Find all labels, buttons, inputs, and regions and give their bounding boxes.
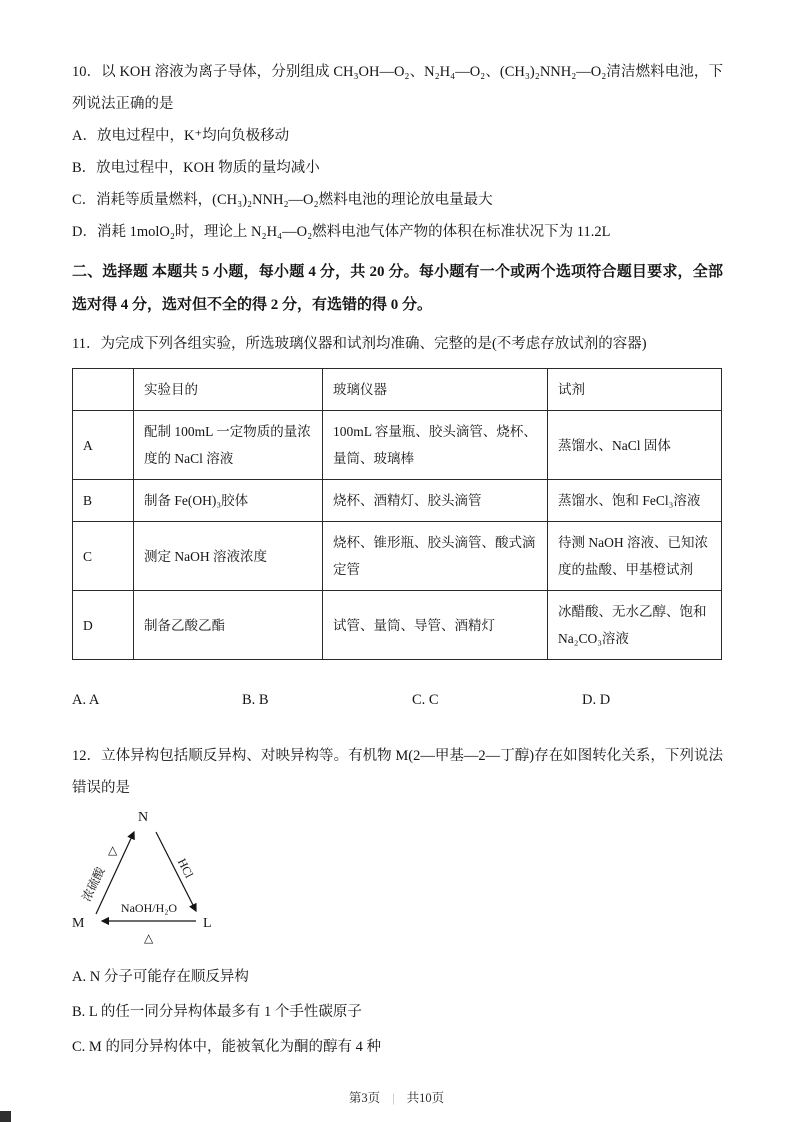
question-10-option-d: D．消耗 1molO₂时，理论上 N₂H₄—O₂燃料电池气体产物的体积在标准状况下为 11.2L: [72, 224, 611, 240]
table-row-d: [73, 591, 722, 660]
table-row-c: [73, 522, 722, 591]
table-header-reagents: 试剂: [548, 369, 722, 411]
table-header-row: [73, 369, 722, 411]
cell-glassware: 100mL 容量瓶、胶头滴管、烧杯、量筒、玻璃棒: [323, 411, 548, 480]
page-footer: [0, 1088, 793, 1106]
question-11-table: [72, 368, 722, 660]
cell-purpose: 制备 Fe(OH)₃胶体: [134, 480, 323, 522]
delta-symbol-left: △: [108, 843, 118, 857]
delta-symbol-bottom: △: [144, 931, 154, 945]
answer-choice-b: B. B: [242, 692, 269, 708]
question-12-option-a: A. N 分子可能存在顺反异构: [72, 969, 249, 985]
question-10-stem: 10．以 KOH 溶液为离子导体，分别组成 CH₃OH—O₂、N₂H₄—O₂、(CH₃)₂NNH₂—O₂清洁燃料电池，下列说法正确的是: [72, 64, 723, 112]
cell-reagents: 蒸馏水、NaCl 固体: [548, 411, 722, 480]
answer-choice-c: C. C: [412, 692, 439, 708]
cell-glassware: 试管、量筒、导管、酒精灯: [323, 591, 548, 660]
cell-purpose: 配制 100mL 一定物质的量浓度的 NaCl 溶液: [134, 411, 323, 480]
question-12-option-b: B. L 的任一同分异构体最多有 1 个手性碳原子: [72, 1004, 362, 1020]
cell-glassware: 烧杯、酒精灯、胶头滴管: [323, 480, 548, 522]
question-12-option-c: C. M 的同分异构体中，能被氧化为酮的醇有 4 种: [72, 1039, 381, 1055]
label-naoh-h2o: NaOH/H₂O: [120, 901, 178, 915]
answer-choice-d: D. D: [582, 692, 611, 708]
conversion-triangle-diagram: [72, 808, 322, 958]
row-label: B: [73, 480, 134, 522]
diagram-node-l: L: [203, 916, 212, 931]
footer-page-number: 第3页: [348, 1091, 381, 1105]
question-10: [72, 56, 723, 248]
diagram-node-m: M: [72, 916, 85, 931]
section-2-heading: 二、选择题 本题共 5 小题，每小题 4 分，共 20 分。每小题有一个或两个选项符合题目要求，全部选对得 4 分，选对但不全的得 2 分，有选错的得 0 分。: [72, 264, 723, 313]
cell-reagents: 蒸馏水、饱和 FeCl₃溶液: [548, 480, 722, 522]
row-label: C: [73, 522, 134, 591]
question-11: [72, 328, 723, 716]
question-12-stem: 12．立体异构包括顺反异构、对映异构等。有机物 M(2—甲基—2—丁醇)存在如图转化关系，下列说法错误的是: [72, 748, 723, 796]
answer-choice-a: A. A: [72, 692, 100, 708]
cell-purpose: 制备乙酸乙酯: [134, 591, 323, 660]
cell-glassware: 烧杯、锥形瓶、胶头滴管、酸式滴定管: [323, 522, 548, 591]
question-10-option-b: B．放电过程中，KOH 物质的量均减小: [72, 160, 320, 176]
label-hcl: HCl: [174, 856, 197, 881]
table-header-blank: [73, 369, 134, 411]
question-11-stem: 11．为完成下列各组实验，所选玻璃仪器和试剂均准确、完整的是(不考虑存放试剂的容器): [72, 336, 647, 352]
row-label: D: [73, 591, 134, 660]
question-12-diagram: [72, 808, 723, 958]
question-10-option-a: A．放电过程中，K⁺均向负极移动: [72, 128, 290, 144]
question-12: [72, 740, 723, 1065]
question-12-options: [72, 960, 723, 1065]
row-label: A: [73, 411, 134, 480]
page-corner-mark: [0, 1111, 11, 1122]
footer-separator: |: [392, 1091, 395, 1105]
question-11-answer-row: [72, 684, 723, 716]
table-header-purpose: 实验目的: [134, 369, 323, 411]
table-row-b: [73, 480, 722, 522]
cell-reagents: 待测 NaOH 溶液、已知浓度的盐酸、甲基橙试剂: [548, 522, 722, 591]
label-concentrated-sulfuric-acid: 浓硫酸: [79, 864, 108, 904]
cell-reagents: 冰醋酸、无水乙醇、饱和 Na₂CO₃溶液: [548, 591, 722, 660]
cell-purpose: 测定 NaOH 溶液浓度: [134, 522, 323, 591]
footer-total-pages: 共10页: [406, 1091, 445, 1105]
question-10-option-c: C．消耗等质量燃料，(CH₃)₂NNH₂—O₂燃料电池的理论放电量最大: [72, 192, 493, 208]
table-header-glassware: 玻璃仪器: [323, 369, 548, 411]
diagram-node-n: N: [138, 810, 149, 825]
table-row-a: [73, 411, 722, 480]
